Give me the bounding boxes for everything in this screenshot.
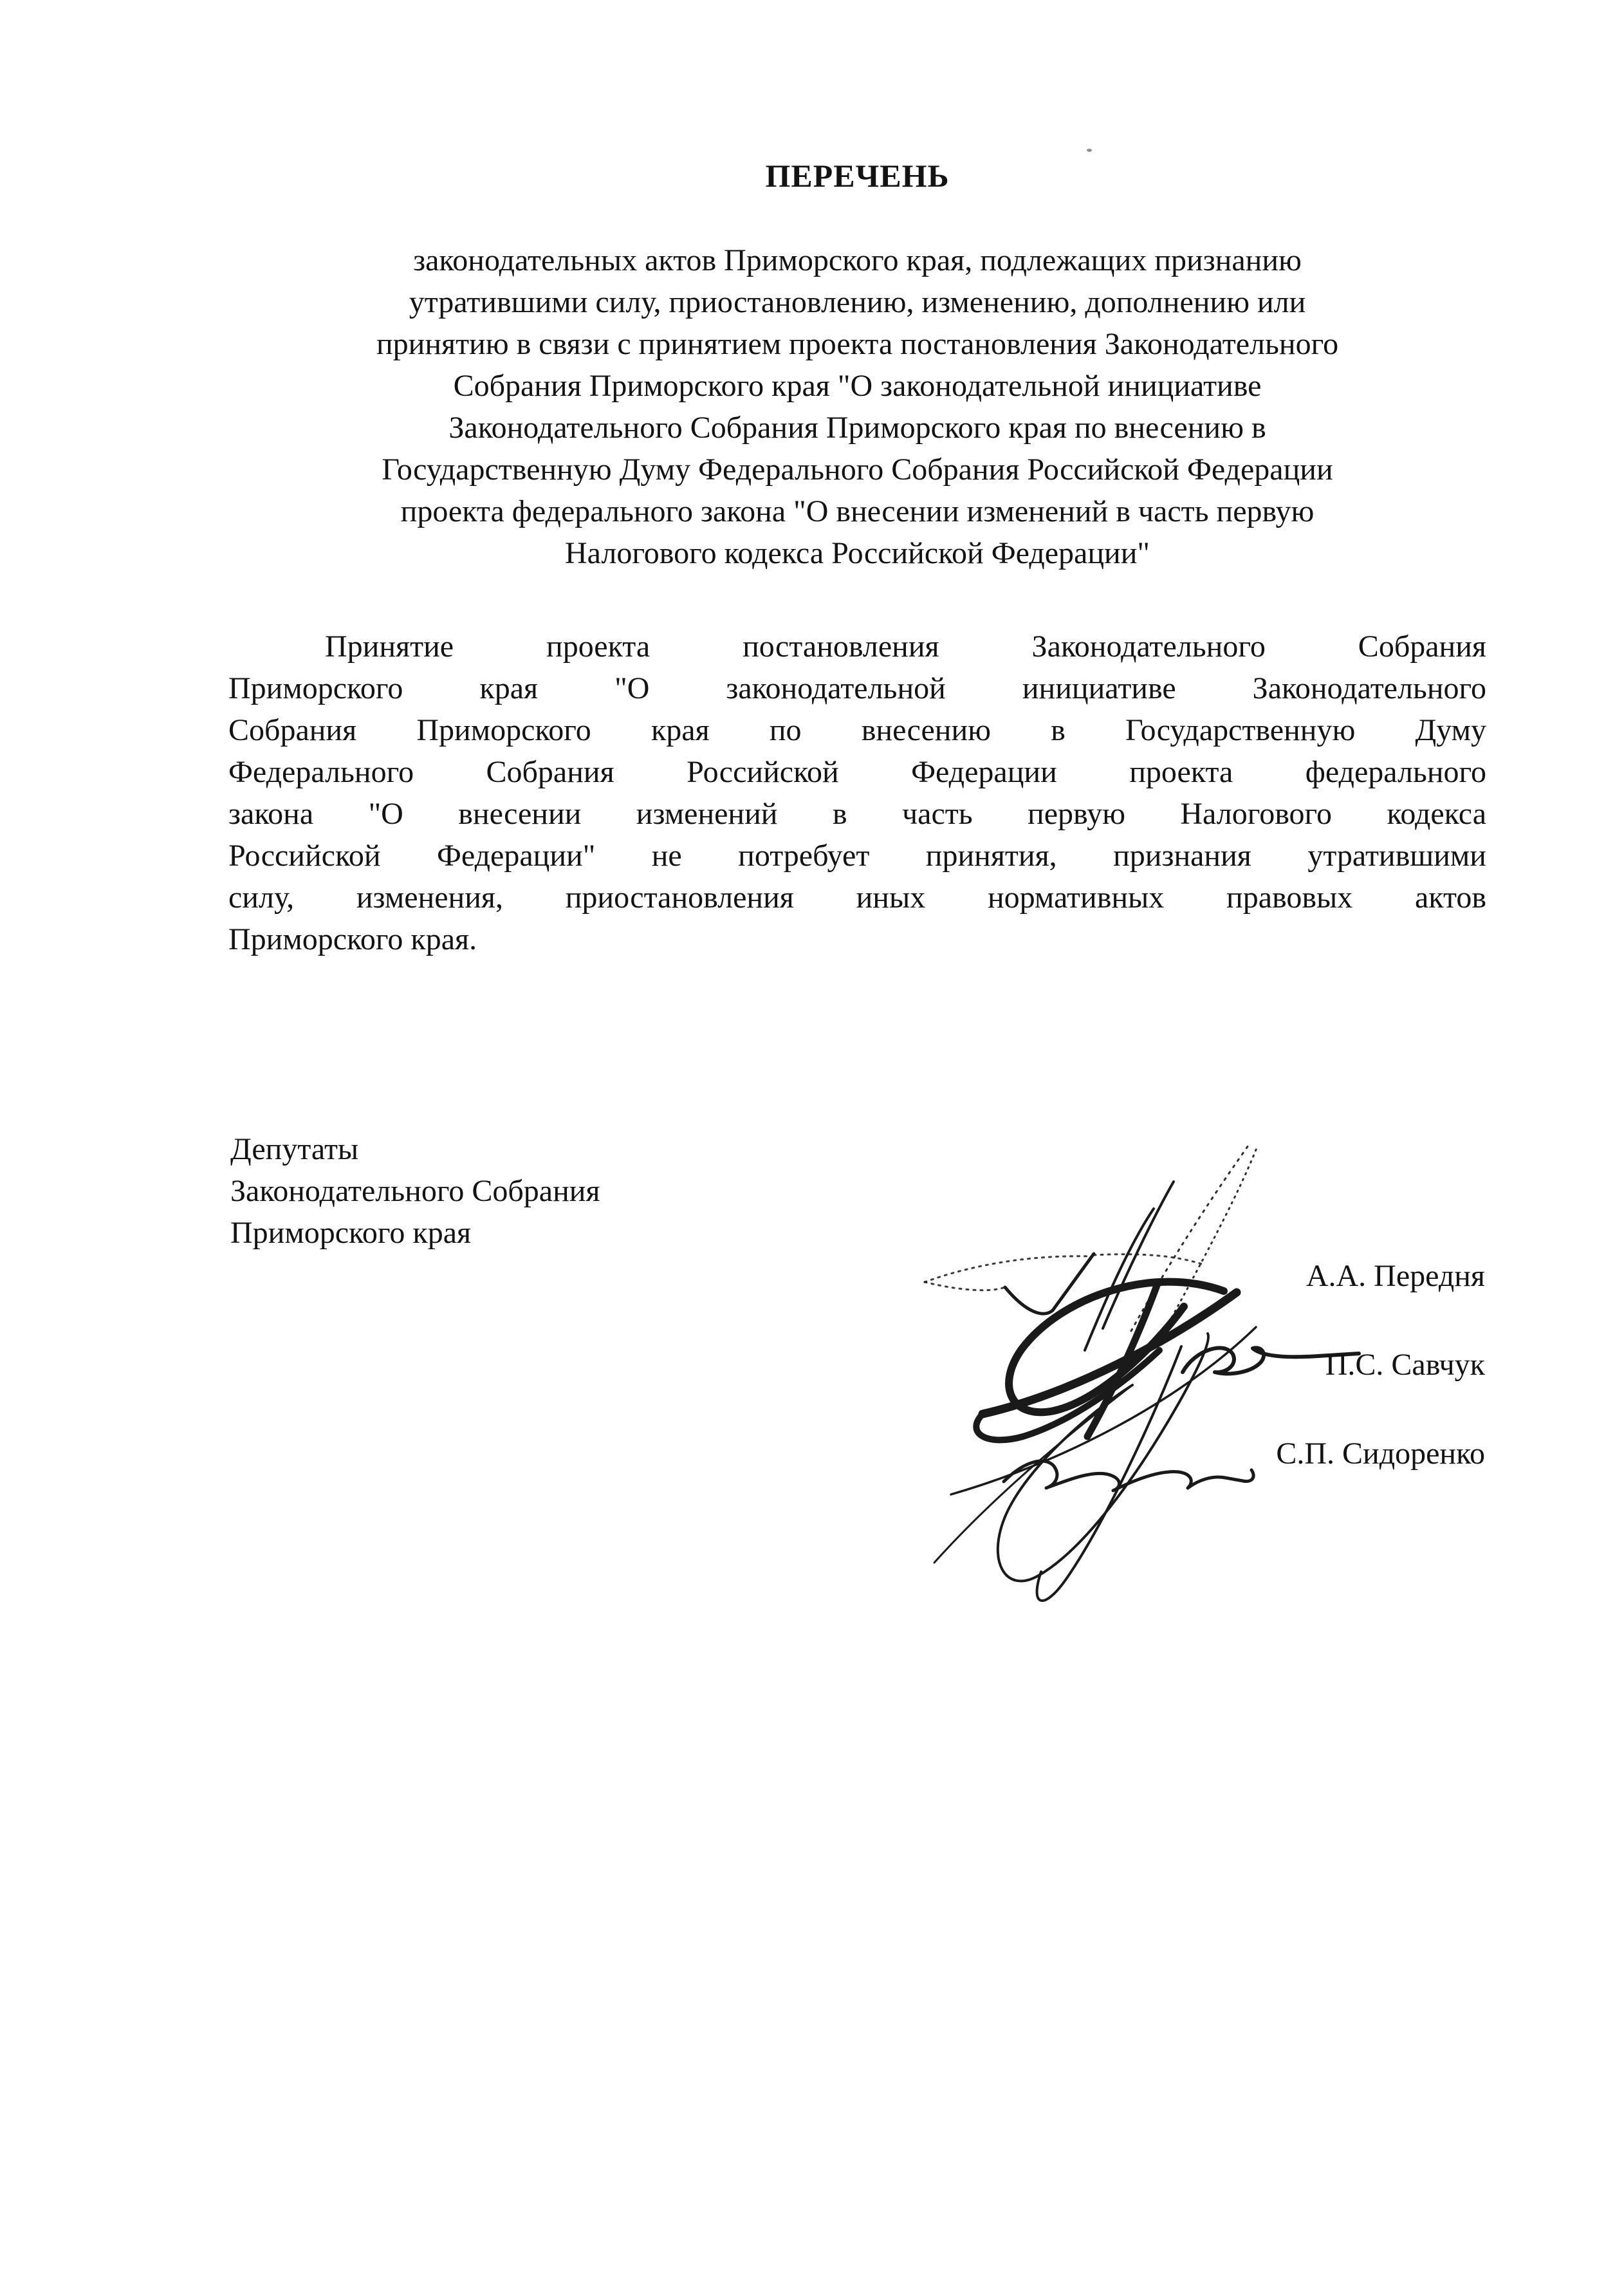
subtitle-line: принятию в связи с принятием проекта постановления Законодательного bbox=[376, 327, 1339, 361]
page-title: ПЕРЕЧЕНЬ bbox=[765, 158, 950, 194]
body-line: Приморского края "О законодательной инициативе Законодательного bbox=[228, 671, 1486, 705]
subtitle-line: Налогового кодекса Российской Федерации" bbox=[564, 536, 1150, 570]
signatories-label-line: Приморского края bbox=[230, 1216, 472, 1250]
scan-artifact-dot bbox=[1087, 149, 1092, 152]
signatory-name: С.П. Сидоренко bbox=[1276, 1437, 1485, 1471]
subtitle-line: Законодательного Собрания Приморского края по внесению в bbox=[448, 411, 1266, 445]
document-subtitle bbox=[228, 239, 1486, 574]
body-line: Принятие проекта постановления Законодательного Собрания bbox=[325, 629, 1486, 664]
body-line: силу, изменения, приостановления иных нормативных правовых актов bbox=[228, 880, 1486, 915]
body-line: Собрания Приморского края по внесению в Государственную Думу bbox=[228, 713, 1486, 747]
body-paragraph bbox=[228, 626, 1486, 960]
subtitle-line: проекта федерального закона "О внесении изменений в часть первую bbox=[400, 494, 1315, 528]
body-line: Федерального Собрания Российской Федерации проекта федерального bbox=[228, 755, 1486, 789]
signatory-name: А.А. Передня bbox=[1306, 1259, 1485, 1293]
signatory-names bbox=[901, 1255, 1485, 1521]
subtitle-line: Государственную Думу Федерального Собрания Российской Федерации bbox=[382, 452, 1333, 487]
body-line: Приморского края. bbox=[228, 922, 477, 956]
subtitle-line: утратившими силу, приостановлению, изменению, дополнению или bbox=[409, 285, 1306, 319]
signatories-label bbox=[230, 1128, 809, 1254]
signatories-label-line: Законодательного Собрания bbox=[230, 1174, 600, 1208]
subtitle-line: Собрания Приморского края "О законодательной инициативе bbox=[453, 369, 1262, 403]
signatories-label-line: Депутаты bbox=[230, 1132, 359, 1166]
subtitle-line: законодательных актов Приморского края, подлежащих признанию bbox=[413, 243, 1302, 277]
body-line: Российской Федерации" не потребует принятия, признания утратившими bbox=[228, 839, 1486, 873]
signatory-name: П.С. Савчук bbox=[1325, 1348, 1485, 1382]
body-line: закона "О внесении изменений в часть первую Налогового кодекса bbox=[228, 797, 1486, 831]
